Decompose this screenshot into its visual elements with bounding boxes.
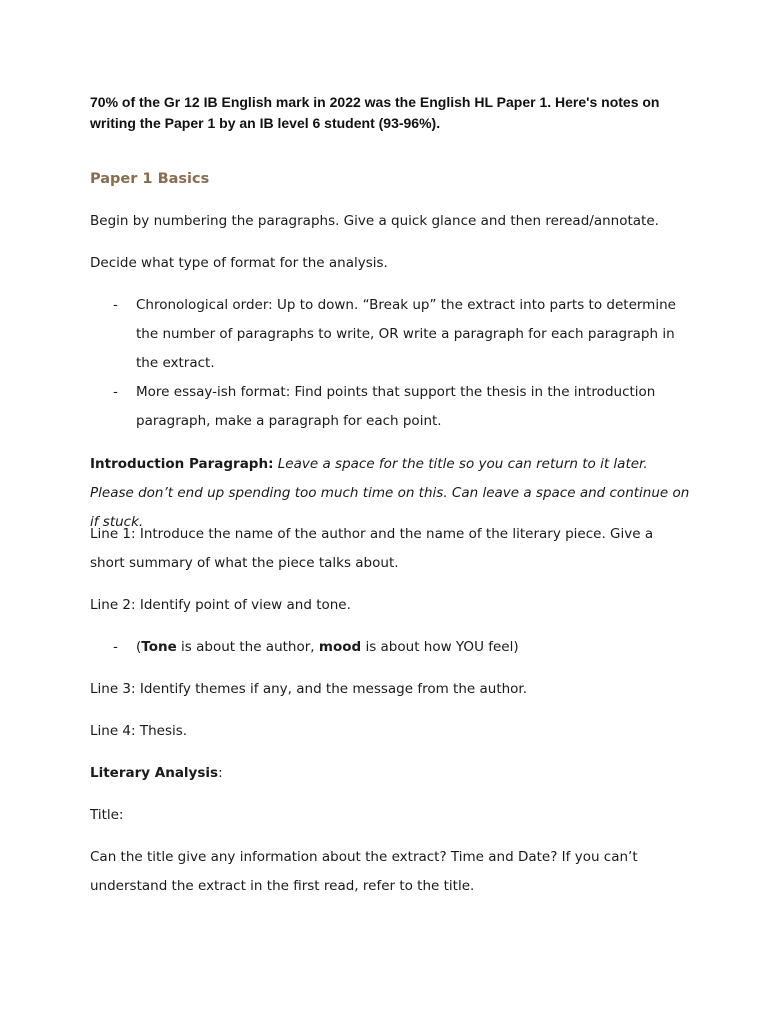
title-label: Title: (90, 807, 124, 823)
bullet-dash: - (113, 297, 118, 313)
line-3-instruction: Line 3: Identify themes if any, and the message from the author. (90, 681, 528, 697)
bullet-dash: - (113, 639, 118, 655)
literary-analysis-label: Literary Analysis (90, 765, 219, 781)
introduction-paragraph-label: Introduction Paragraph: (90, 456, 274, 472)
tone-word: Tone (141, 639, 177, 655)
bullet-essay-text: More essay-ish format: Find points that support the thesis in the introduction paragraph, make a paragraph for each point. (136, 384, 656, 429)
section-heading: Paper 1 Basics (90, 171, 210, 187)
line-4-instruction: Line 4: Thesis. (90, 723, 188, 739)
mood-word: mood (318, 639, 362, 655)
list-item (90, 633, 690, 662)
list-item (90, 378, 690, 436)
tone-mood-note: (Tone is about the author, mood is about how YOU feel) (136, 639, 519, 655)
intro-statement: 70% of the Gr 12 IB English mark in 2022 was the English HL Paper 1. Here's notes on writing the Paper 1 by an IB level 6 student (93-96%). (90, 94, 660, 131)
list-item (90, 291, 690, 378)
paragraph-begin: Begin by numbering the paragraphs. Give a quick glance and then reread/annotate. (90, 213, 659, 229)
bullet-dash: - (113, 384, 118, 400)
title-paragraph: Can the title give any information about the extract? Time and Date? If you can’t understand the extract in the first read, refer to the title. (90, 849, 638, 894)
introduction-paragraph-instructions: Leave a space for the title so you can return to it later. Please don’t end up spending too much time on this. Can leave a space and continue on if stuck. (90, 456, 690, 530)
paragraph-decide-format: Decide what type of format for the analysis. (90, 255, 388, 271)
literary-analysis-heading: Literary Analysis: (90, 765, 223, 781)
line-1-instruction: Line 1: Introduce the name of the author and the name of the literary piece. Give a short summary of what the piece talks about. (90, 526, 654, 571)
bullet-chronological-text: Chronological order: Up to down. “Break up” the extract into parts to determine the number of paragraphs to write, OR write a paragraph for each paragraph in the extract. (136, 297, 676, 371)
line-2-instruction: Line 2: Identify point of view and tone. (90, 597, 351, 613)
